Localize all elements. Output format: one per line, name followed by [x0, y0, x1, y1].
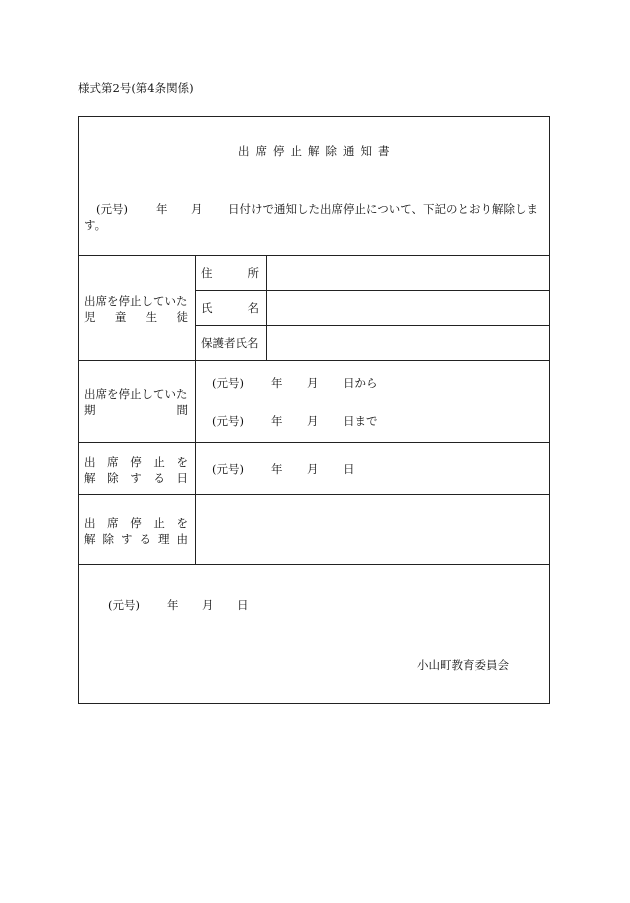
- period-from-year: 年: [271, 376, 283, 390]
- release-date-label: 出 席 停 止 を: [84, 455, 188, 469]
- student-section-label-line2: 児 童 生 徒: [84, 310, 188, 324]
- issuer-name: 小山町教育委員会: [417, 658, 509, 672]
- period-to-month: 月: [307, 414, 319, 428]
- issue-date-month: 月: [202, 598, 214, 612]
- release-date-era: (元号): [212, 462, 244, 476]
- period-from-month: 月: [307, 376, 319, 390]
- document-title: 出席停止解除通知書: [238, 144, 396, 158]
- period-to-year: 年: [271, 414, 283, 428]
- issue-date-day: 日: [237, 598, 249, 612]
- period-section-label: 出席を停止していた: [84, 387, 188, 401]
- divider: [195, 325, 550, 326]
- intro-era: (元号): [96, 202, 128, 216]
- form-number-label: 様式第2号(第4条関係): [78, 81, 194, 95]
- period-to-era: (元号): [212, 414, 244, 428]
- divider: [266, 255, 267, 360]
- guardian-name-label: 保護者氏名: [201, 336, 259, 350]
- period-from-day: 日から: [343, 376, 378, 390]
- release-date-label-line2: 解 除 す る 日: [84, 471, 188, 485]
- address-label: 住 所: [201, 266, 259, 280]
- release-date-month: 月: [307, 462, 319, 476]
- name-label: 氏 名: [201, 301, 259, 315]
- intro-year: 年: [156, 202, 168, 216]
- period-section-label-line2: 期 間: [84, 403, 188, 417]
- divider: [195, 255, 196, 564]
- intro-text: 日付けで通知した出席停止について、下記のとおり解除しま: [228, 202, 539, 216]
- divider: [195, 290, 550, 291]
- period-from-era: (元号): [212, 376, 244, 390]
- divider: [78, 442, 550, 443]
- intro-month: 月: [191, 202, 203, 216]
- divider: [78, 360, 550, 361]
- release-date-day: 日: [343, 462, 355, 476]
- reason-label-line2: 解 除 す る 理 由: [84, 532, 188, 546]
- period-to-day: 日まで: [343, 414, 378, 428]
- divider: [78, 564, 550, 565]
- student-section-label: 出席を停止していた: [84, 294, 188, 308]
- release-date-year: 年: [271, 462, 283, 476]
- intro-text-continued: す。: [84, 218, 107, 232]
- issue-date-era: (元号): [108, 598, 140, 612]
- reason-label: 出 席 停 止 を: [84, 516, 188, 530]
- divider: [78, 494, 550, 495]
- issue-date-year: 年: [167, 598, 179, 612]
- divider: [78, 255, 550, 256]
